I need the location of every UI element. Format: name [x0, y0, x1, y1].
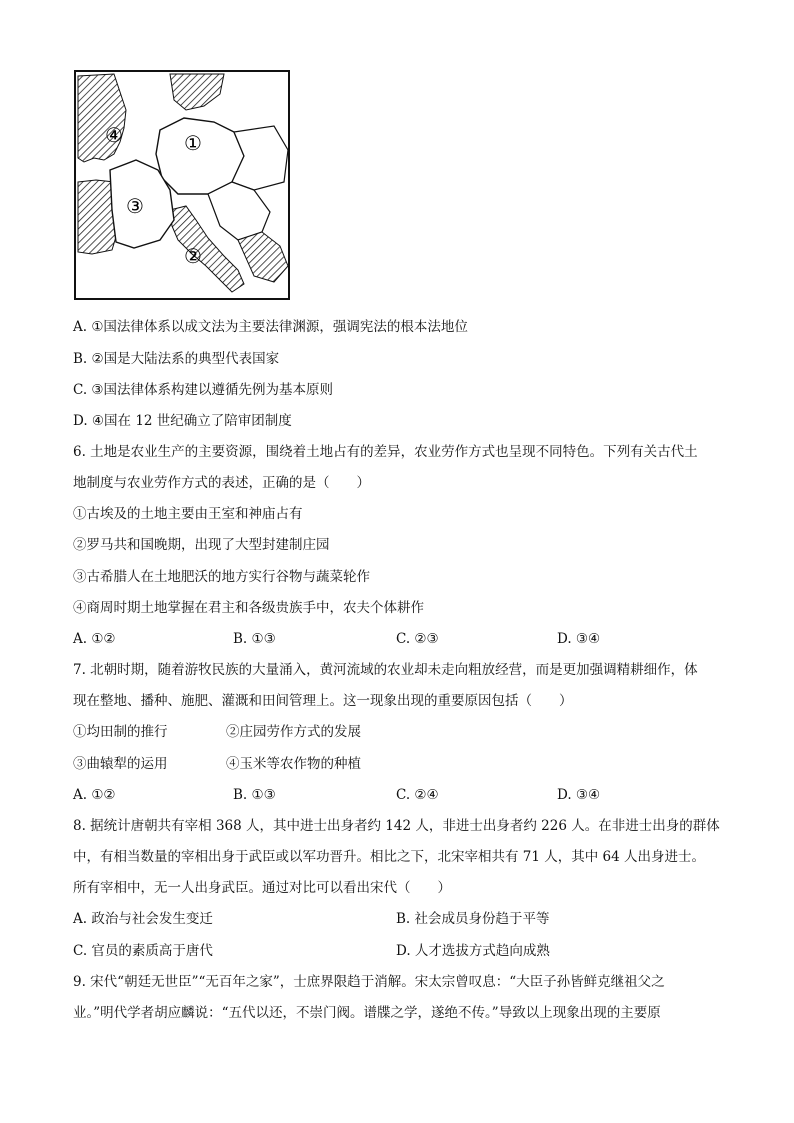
q7-item-4: ④玉米等农作物的种植: [226, 756, 361, 772]
svg-text:②: ②: [184, 244, 202, 268]
q8-stem-line1: 8. 据统计唐朝共有宰相 368 人，其中进士出身者约 142 人，非进士出身者约 226 人。在非进士出身的群体: [73, 818, 720, 834]
q6-item-2: ②罗马共和国晚期，出现了大型封建制庄园: [73, 537, 330, 553]
map-marker-3: [126, 194, 144, 218]
svg-text:③: ③: [126, 194, 144, 218]
q8-stem-line2: 中，有相当数量的宰相出身于武臣或以军功晋升。相比之下，北宋宰相共有 71 人，其中 64 人出身进士。: [73, 849, 706, 865]
q8-option-d: D. 人才选拔方式趋向成熟: [396, 943, 550, 959]
q7-option-b: B. ①③: [233, 787, 276, 803]
europe-map-figure: [74, 70, 290, 300]
q8-option-a: A. 政治与社会发生变迁: [73, 911, 213, 927]
q8-option-c: C. 官员的素质高于唐代: [73, 943, 213, 959]
q6-stem-line2: 地制度与农业劳作方式的表述，正确的是（ ）: [73, 475, 370, 491]
q7-item-3: ③曲辕犁的运用: [73, 756, 168, 772]
svg-text:①: ①: [184, 131, 202, 155]
q6-stem-line1: 6. 土地是农业生产的主要资源，围绕着土地占有的差异，农业劳作方式也呈现不同特色。下列有关古代土: [73, 444, 698, 460]
q7-option-a: A. ①②: [73, 787, 116, 803]
q9-stem-line1: 9. 宋代“朝廷无世臣”“无百年之家”，士庶界限趋于消解。宋太宗曾叹息：“大臣子孙皆鲜克继祖父之: [73, 974, 665, 990]
q7-option-d: D. ③④: [557, 787, 601, 803]
q5-option-d: D. ④国在 12 世纪确立了陪审团制度: [73, 413, 292, 429]
q6-option-c: C. ②③: [396, 631, 439, 647]
q5-option-b: B. ②国是大陆法系的典型代表国家: [73, 351, 280, 367]
map-marker-2: [184, 244, 202, 268]
q6-option-d: D. ③④: [557, 631, 601, 647]
q7-option-c: C. ②④: [396, 787, 439, 803]
svg-text:④: ④: [105, 123, 123, 147]
q7-item-1: ①均田制的推行: [73, 724, 168, 740]
q8-option-b: B. 社会成员身份趋于平等: [396, 911, 550, 927]
map-marker-1: [184, 131, 202, 155]
q7-item-2: ②庄园劳作方式的发展: [226, 724, 361, 740]
q6-item-3: ③古希腊人在土地肥沃的地方实行谷物与蔬菜轮作: [73, 569, 370, 585]
q7-stem-line1: 7. 北朝时期，随着游牧民族的大量涌入，黄河流域的农业却未走向粗放经营，而是更加强调精耕细作，体: [73, 662, 698, 678]
q6-item-4: ④商周时期土地掌握在君主和各级贵族手中，农夫个体耕作: [73, 600, 424, 616]
q9-stem-line2: 业。”明代学者胡应麟说：“五代以还，不崇门阀。谱牒之学，遂绝不传。”导致以上现象出现的主要原: [73, 1005, 661, 1021]
q6-item-1: ①古埃及的土地主要由王室和神庙占有: [73, 506, 303, 522]
q7-stem-line2: 现在整地、播种、施肥、灌溉和田间管理上。这一现象出现的重要原因包括（ ）: [73, 693, 573, 709]
q5-option-c: C. ③国法律体系构建以遵循先例为基本原则: [73, 382, 334, 398]
map-marker-4: [105, 123, 123, 147]
q6-option-b: B. ①③: [233, 631, 276, 647]
q8-stem-line3: 所有宰相中，无一人出身武臣。通过对比可以看出宋代（ ）: [73, 880, 451, 896]
q5-option-a: A. ①国法律体系以成文法为主要法律渊源，强调宪法的根本法地位: [73, 319, 468, 335]
q6-option-a: A. ①②: [73, 631, 116, 647]
